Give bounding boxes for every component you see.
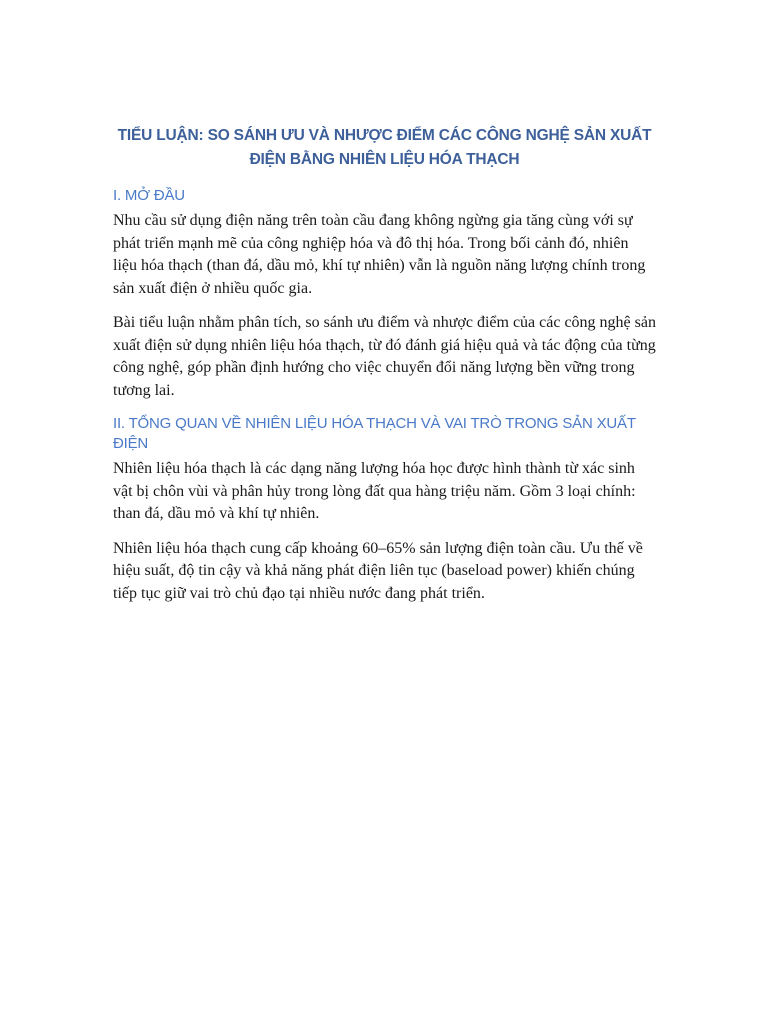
document-title-line-1: TIỂU LUẬN: SO SÁNH ƯU VÀ NHƯỢC ĐIỂM CÁC CÔNG NGHỆ SẢN XUẤT (117, 127, 652, 144)
paragraph: Nhu cầu sử dụng điện năng trên toàn cầu đang không ngừng gia tăng cùng với sự phát triển mạnh mẽ của công nghiệp hóa và đô thị hóa. Trong bối cảnh đó, nhiên liệu hóa thạch (than đá, dầu mỏ, khí tự nhiên) vẫn là nguồn năng lượng chính trong sản xuất điện ở nhiều quốc gia. (113, 212, 646, 297)
section-heading-introduction: I. MỞ ĐẦU (113, 187, 185, 204)
document-title (113, 124, 656, 172)
section-overview (113, 414, 656, 605)
document-body (113, 124, 656, 617)
paragraph: Nhiên liệu hóa thạch là các dạng năng lượng hóa học được hình thành từ xác sinh vật bị chôn vùi và phân hủy trong lòng đất qua hàng triệu năm. Gồm 3 loại chính: than đá, dầu mỏ và khí tự nhiên. (113, 460, 636, 522)
paragraph: Nhiên liệu hóa thạch cung cấp khoảng 60–65% sản lượng điện toàn cầu. Ưu thế về hiệu suất, độ tin cậy và khả năng phát điện liên tục (baseload power) khiến chúng tiếp tục giữ vai trò chủ đạo tại nhiều nước đang phát triển. (113, 539, 643, 602)
document-title-line-2: ĐIỆN BẰNG NHIÊN LIỆU HÓA THẠCH (249, 151, 520, 168)
section-heading-overview: II. TỔNG QUAN VỀ NHIÊN LIỆU HÓA THẠCH VÀ VAI TRÒ TRONG SẢN XUẤT ĐIỆN (113, 415, 636, 452)
section-introduction (113, 186, 656, 402)
paragraph: Bài tiểu luận nhằm phân tích, so sánh ưu điểm và nhược điểm của các công nghệ sản xuất điện sử dụng nhiên liệu hóa thạch, từ đó đánh giá hiệu quả và tác động của từng công nghệ, góp phần định hướng cho việc chuyển đổi năng lượng bền vững trong tương lai. (113, 314, 656, 399)
